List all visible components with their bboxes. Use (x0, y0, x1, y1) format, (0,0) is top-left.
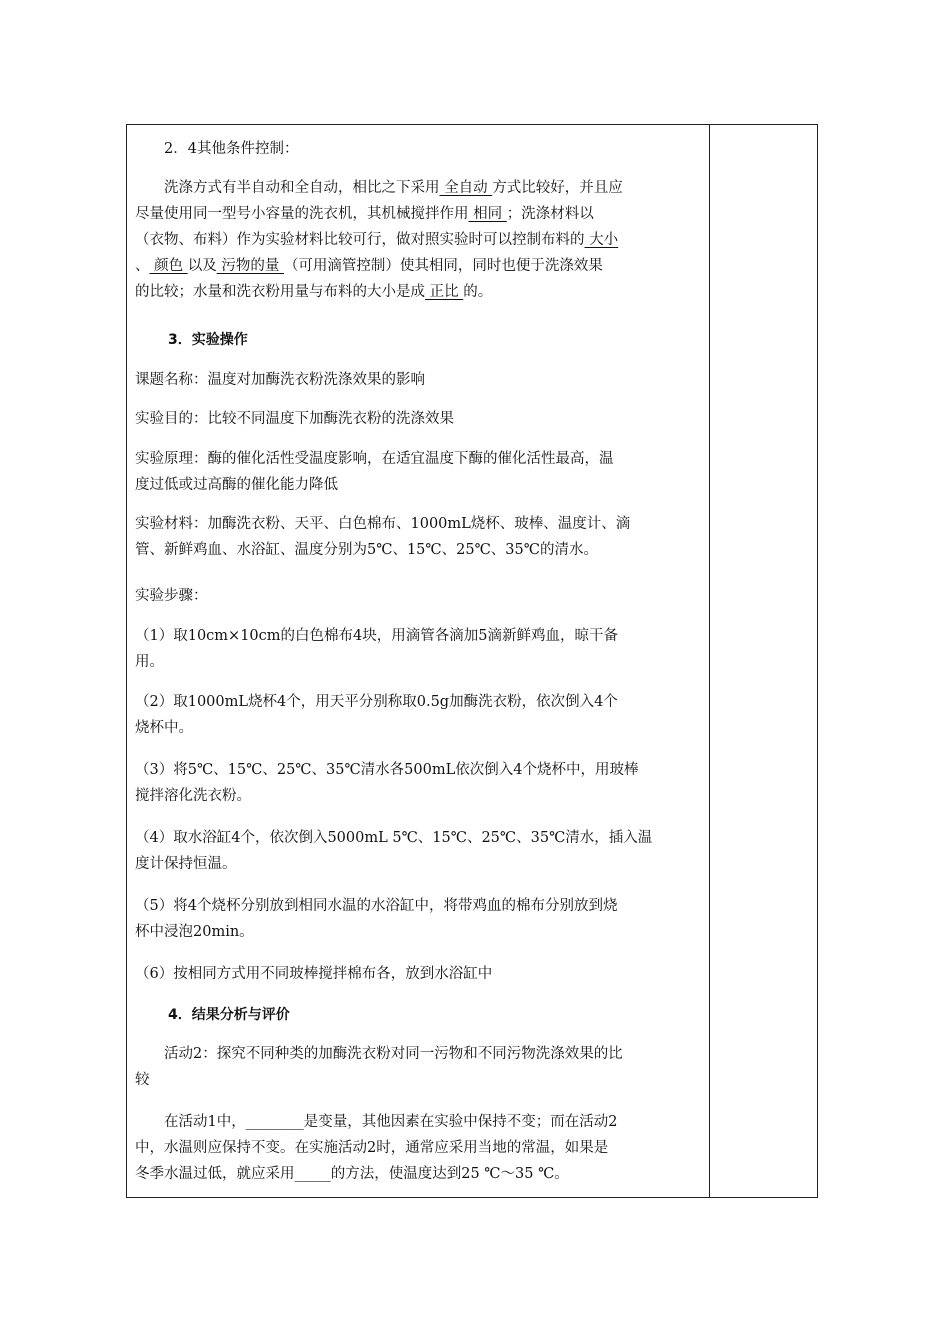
answer-blank: 颜色 (149, 258, 188, 274)
text-line: （衣物、布料）作为实验材料比较可行，做对照实验时可以控制布料的 大小 (135, 232, 619, 248)
document-table (126, 124, 818, 1198)
experiment-principle: 实验原理：酶的催化活性受温度影响，在适宜温度下酶的催化活性最高，温 度过低或过高酶的催化能力降低 (135, 451, 614, 493)
analysis-paragraph: 在活动1中，________是变量，其他因素在实验中保持不变；而在活动2 中，水温则应保持不变。在实施活动2时，通常应采用当地的常温，如果是 冬季水温过低，就应采用_____的方法，使温度达到25 ℃～35 ℃。 (135, 1109, 701, 1187)
step-1: （1）取10cm×10cm的白色棉布4块，用滴管各滴加5滴新鲜鸡血，晾干备 用。 (135, 628, 618, 670)
experiment-purpose: 实验目的：比较不同温度下加酶洗衣粉的洗涤效果 (135, 411, 454, 427)
section-heading-3: 3．实验操作 (168, 332, 248, 348)
fill-blank: ________ (245, 1114, 304, 1130)
step-3: （3）将5℃、15℃、25℃、35℃清水各500mL依次倒入4个烧杯中，用玻棒 搅拌溶化洗衣粉。 (135, 762, 639, 804)
text-line: 的比较；水量和洗衣粉用量与布料的大小是成 正比 的。 (135, 284, 493, 300)
answer-blank: 相同 (468, 206, 507, 222)
section-heading-2-4: 2．4其他条件控制： (164, 141, 299, 157)
step-6: （6）按相同方式用不同玻棒搅拌棉布各，放到水浴缸中 (135, 966, 493, 982)
step-5: （5）将4个烧杯分别放到相同水温的水浴缸中，将带鸡血的棉布分别放到烧 杯中浸泡20min。 (135, 898, 618, 940)
text-line: 尽量使用同一型号小容量的洗衣机，其机械搅拌作用 相同 ；洗涤材料以 (135, 206, 594, 222)
answer-blank: 大小 (584, 232, 619, 248)
answer-blank: 正比 (425, 284, 464, 300)
steps-label: 实验步骤： (135, 588, 208, 604)
topic-name: 课题名称：温度对加酶洗衣粉洗涤效果的影响 (135, 372, 425, 388)
text-line: 洗涤方式有半自动和全自动，相比之下采用 全自动 方式比较好，并且应 (164, 180, 623, 196)
text-line: 在活动1中，________是变量，其他因素在实验中保持不变；而在活动2 (164, 1114, 618, 1130)
text-line: 冬季水温过低，就应采用_____的方法，使温度达到25 ℃～35 ℃。 (135, 1166, 569, 1182)
step-4: （4）取水浴缸4个，依次倒入5000mL 5℃、15℃、25℃、35℃清水，插入温 度计保持恒温。 (135, 830, 653, 872)
section-heading-4: 4．结果分析与评价 (168, 1007, 290, 1023)
text-line: 、 颜色 以及 污物的量 （可用滴管控制）使其相同，同时也便于洗涤效果 (135, 258, 603, 274)
step-2: （2）取1000mL烧杯4个，用天平分别称取0.5g加酶洗衣粉，依次倒入4个 烧杯中。 (135, 694, 618, 736)
answer-blank: 污物的量 (216, 258, 284, 274)
fill-blank: _____ (294, 1166, 331, 1182)
experiment-materials: 实验材料：加酶洗衣粉、天平、白色棉布、1000mL烧杯、玻棒、温度计、滴 管、新鲜鸡血、水浴缸、温度分别为5℃、15℃、25℃、35℃的清水。 (135, 516, 631, 558)
paragraph-condition-control (135, 175, 701, 305)
activity-2: 活动2：探究不同种类的加酶洗衣粉对同一污物和不同污物洗涤效果的比 较 (135, 1046, 623, 1088)
column-divider (709, 125, 710, 1197)
answer-blank: 全自动 (439, 180, 493, 196)
